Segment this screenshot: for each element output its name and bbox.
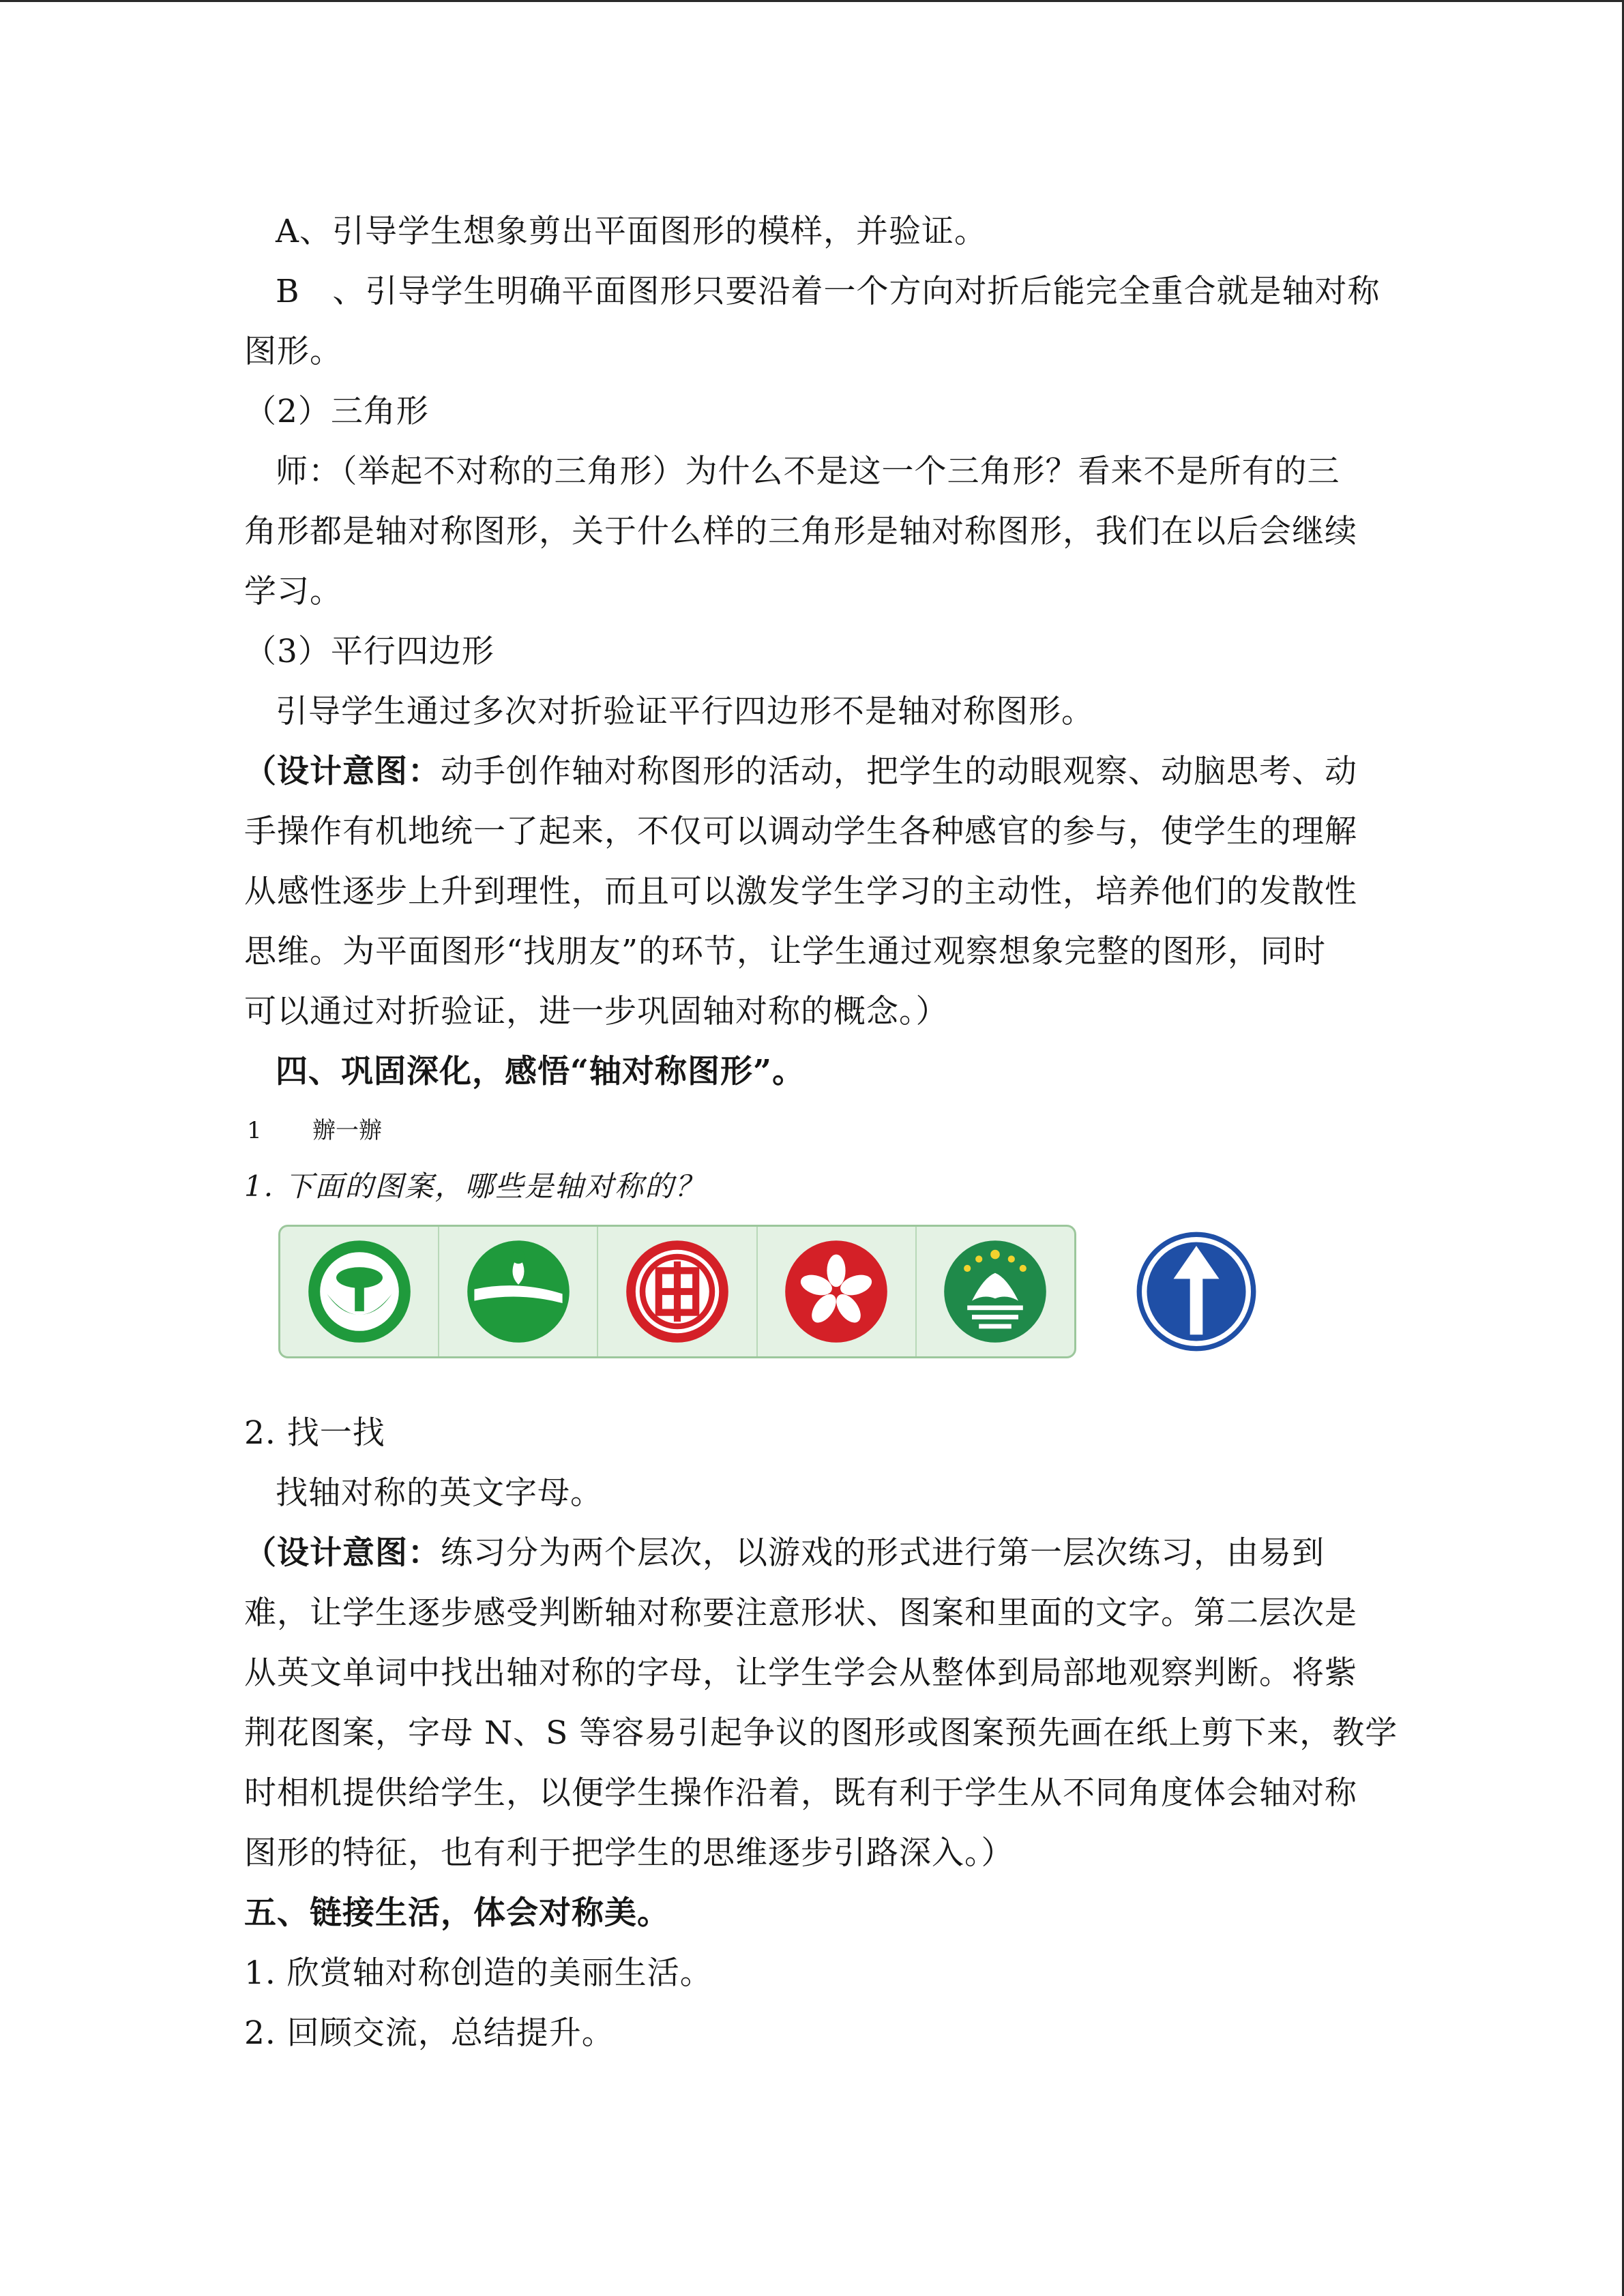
design-intent-1-line-1 — [244, 751, 1357, 792]
parallelogram-para: 引导学生通过多次对折验证平行四边形不是轴对称图形。 — [276, 693, 1094, 730]
design-intent-1-line-5: 可以通过对折验证，进一步巩固轴对称的概念。） — [244, 993, 949, 1030]
logo-strip — [278, 1225, 1076, 1358]
design-intent-label: （设计意图： — [244, 753, 441, 790]
blue-arrow-sign-icon — [1133, 1228, 1260, 1355]
logo-cell — [598, 1227, 757, 1356]
design-intent-1-line-3: 从感性逐步上升到理性，而且可以激发学生学习的主动性，培养他们的发散性 — [244, 873, 1357, 910]
section-5-item-2: 2. 回顾交流，总结提升。 — [244, 2014, 615, 2052]
exercise-1-number: 1 — [247, 1117, 262, 1144]
page-top-border — [0, 0, 1624, 2]
design-intent-1-line-2: 手操作有机地统一了起来，不仅可以调动学生各种感官的参与，使学生的理解 — [244, 813, 1357, 850]
red-bauhinia-flag-icon — [778, 1234, 894, 1350]
green-drop-logo-icon — [460, 1234, 576, 1350]
step-b-text-cont: 图形。 — [244, 333, 342, 370]
design-intent-2-line-3: 从英文单词中找出轴对称的字母，让学生学会从整体到局部地观察判断。将紫 — [244, 1654, 1357, 1692]
exercise-question: 1. 下面的图案，哪些是轴对称的？ — [244, 1169, 705, 1203]
design-intent-2-line-1 — [244, 1533, 1325, 1574]
section-5-item-1: 1. 欣赏轴对称创造的美丽生活。 — [244, 1954, 713, 1992]
red-bank-logo-icon — [619, 1234, 735, 1350]
section-5-heading: 五、链接生活，体会对称美。 — [244, 1894, 670, 1932]
design-intent-label: （设计意图： — [244, 1534, 441, 1572]
design-intent-2-line-6: 图形的特征，也有利于把学生的思维逐步引路深入。） — [244, 1834, 1014, 1872]
parallelogram-heading: （3）平行四边形 — [244, 633, 494, 670]
step-a-text: A、引导学生想象剪出平面图形的模样，并验证。 — [276, 213, 987, 250]
logo-cell — [439, 1227, 598, 1356]
triangle-para-2: 角形都是轴对称图形，关于什么样的三角形是轴对称图形，我们在以后会继续 — [244, 513, 1357, 550]
design-intent-text: 动手创作轴对称图形的活动，把学生的动眼观察、动脑思考、动 — [441, 753, 1357, 790]
design-intent-text: 练习分为两个层次，以游戏的形式进行第一层次练习，由易到 — [441, 1534, 1325, 1572]
exercise-2-heading: 2. 找一找 — [244, 1414, 385, 1452]
design-intent-2-line-5: 时相机提供给学生，以便学生操作沿着，既有利于学生从不同角度体会轴对称 — [244, 1774, 1357, 1812]
step-b-text: B 、引导学生明确平面图形只要沿着一个方向对折后能完全重合就是轴对称 — [276, 273, 1381, 310]
sign-container — [1128, 1225, 1265, 1358]
exercise-2-text: 找轴对称的英文字母。 — [276, 1474, 603, 1512]
section-4-heading: 四、巩固深化，感悟“轴对称图形”。 — [276, 1053, 806, 1090]
triangle-para-3: 学习。 — [244, 573, 342, 610]
logo-cell — [917, 1227, 1074, 1356]
design-intent-2-line-2: 难，让学生逐步感受判断轴对称要注意形状、图案和里面的文字。第二层次是 — [244, 1594, 1357, 1632]
logo-cell — [280, 1227, 439, 1356]
triangle-para-1: 师：（举起不对称的三角形）为什么不是这一个三角形？看来不是所有的三 — [276, 453, 1340, 490]
logo-cell — [758, 1227, 917, 1356]
design-intent-2-line-4: 荆花图案，字母 N、S 等容易引起争议的图形或图案预先画在纸上剪下来，教学 — [244, 1714, 1398, 1752]
green-macau-flag-icon — [937, 1234, 1053, 1350]
design-intent-1-line-4: 思维。为平面图形“找朋友”的环节，让学生通过观察想象完整的图形，同时 — [244, 933, 1327, 970]
triangle-heading: （2）三角形 — [244, 393, 429, 430]
green-ring-logo-icon — [301, 1234, 417, 1350]
exercise-1-title: 辦一辦 — [312, 1117, 382, 1144]
